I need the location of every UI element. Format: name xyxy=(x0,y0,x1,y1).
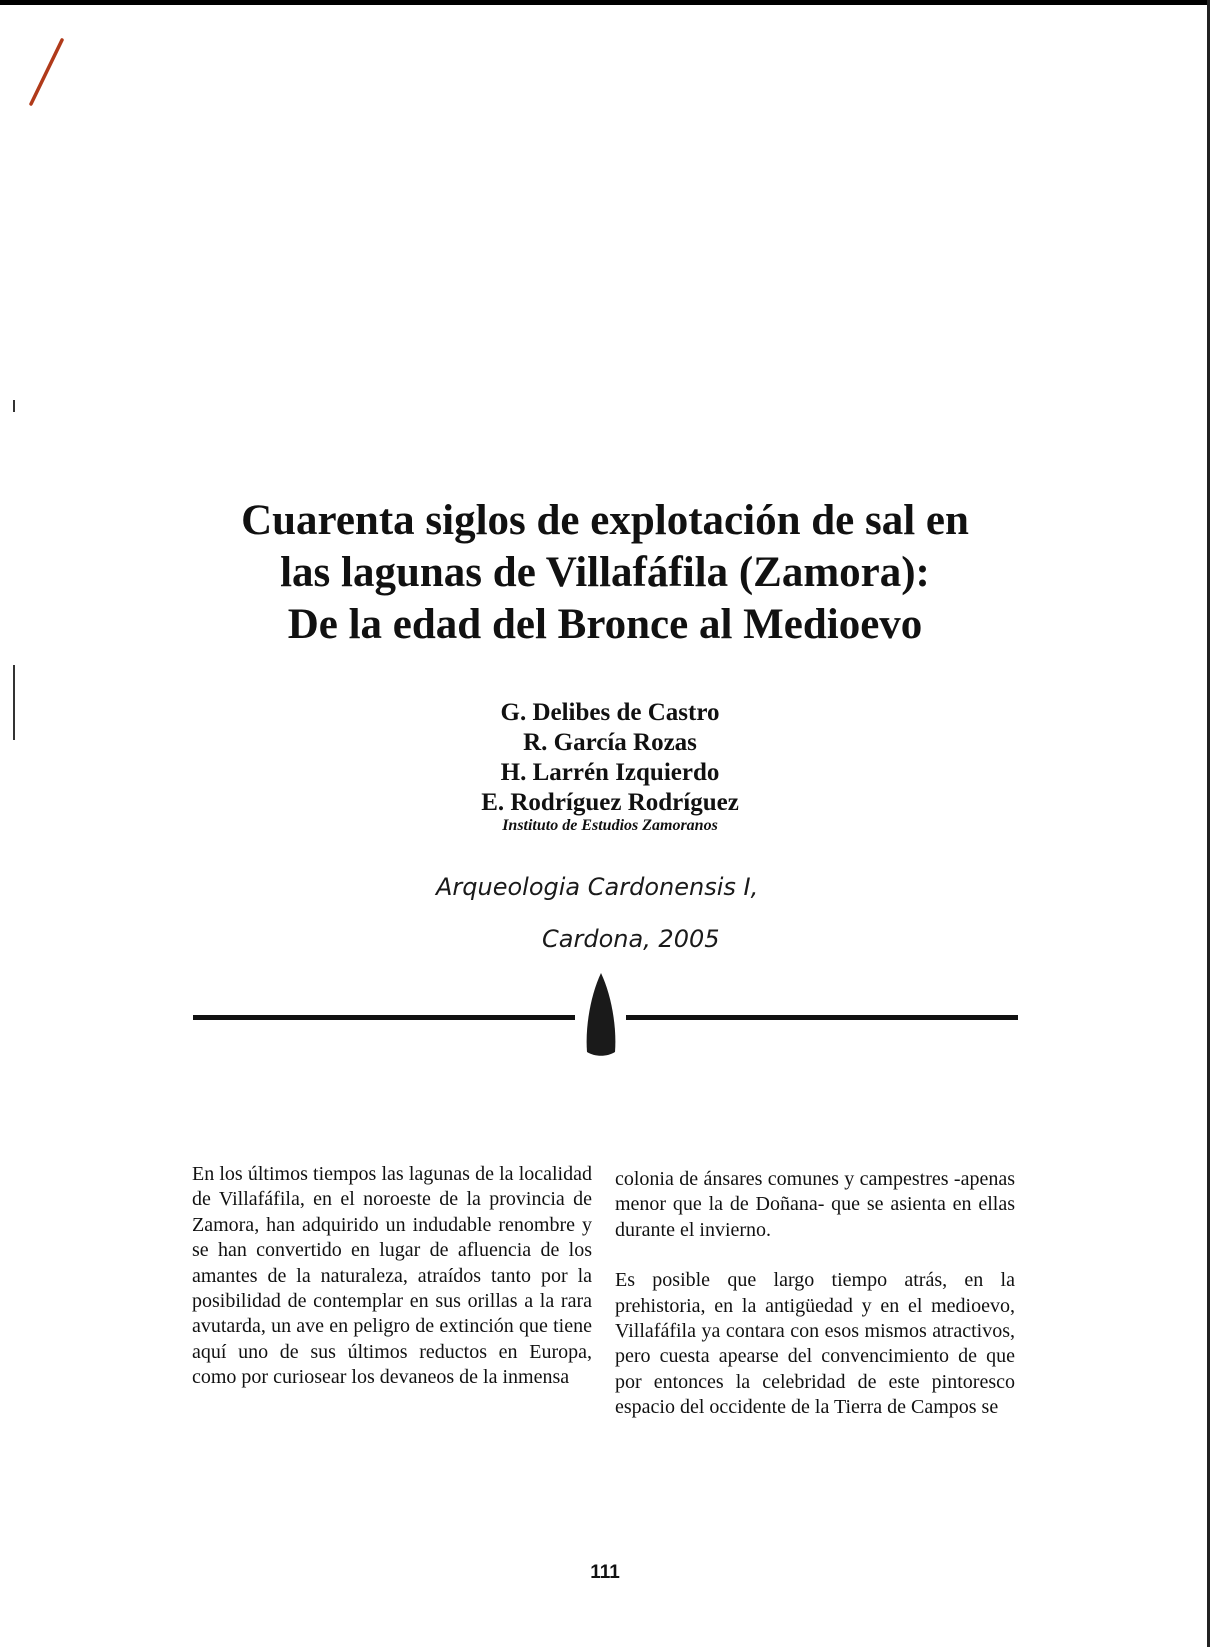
pen-mark xyxy=(24,38,64,108)
author-name: G. Delibes de Castro xyxy=(500,699,720,726)
body-column-left xyxy=(192,1162,592,1391)
handwritten-line: Cardona, 2005 xyxy=(542,925,720,953)
ornament-icon xyxy=(587,973,616,1056)
title-line: De la edad del Bronce al Medioevo xyxy=(287,601,923,648)
author-name: E. Rodríguez Rodríguez xyxy=(481,789,739,816)
author-name: R. García Rozas xyxy=(523,729,697,756)
article-title xyxy=(140,495,1070,651)
body-paragraph: colonia de ánsares comunes y campestres -apenas menor que la de Doñana- que se asienta en ellas durante el invierno. xyxy=(615,1168,1015,1241)
body-paragraph: En los últimos tiempos las lagunas de la localidad de Villafáfila, en el noroeste de la provincia de Zamora, han adquirido un indudable renombre y se han convertido en lugar de afluencia de los amantes de la naturaleza, atraídos tanto por la posibilidad de contemplar en sus orillas a la rara avutarda, un ave en peligro de extinción que tiene aquí uno de sus últimos reductos en Europa, como por curiosear los devaneos de la inmensa xyxy=(192,1163,592,1389)
institution: Instituto de Estudios Zamoranos xyxy=(502,817,718,834)
scan-top-edge xyxy=(0,0,1210,5)
title-line: las lagunas de Villafáfila (Zamora): xyxy=(280,549,930,596)
scan-margin-mark xyxy=(13,665,15,740)
handwritten-note xyxy=(420,865,890,955)
section-divider xyxy=(193,970,1018,1060)
scan-margin-mark xyxy=(13,400,15,412)
body-column-right xyxy=(615,1167,1015,1421)
author-name: H. Larrén Izquierdo xyxy=(500,759,720,786)
title-line: Cuarenta siglos de explotación de sal en xyxy=(241,497,969,544)
body-paragraph: Es posible que largo tiempo atrás, en la prehistoria, en la antigüedad y en el medioevo, Villafáfila ya contara con esos mismos atractivos, pero cuesta apearse del convencimiento de que por entonces la celebridad de este pintoresco espacio del occidente de la Tierra de Campos se xyxy=(615,1269,1015,1419)
handwritten-line: Arqueologia Cardonensis I, xyxy=(436,873,759,901)
page-number: 111 xyxy=(590,1562,620,1583)
author-list xyxy=(410,698,810,836)
